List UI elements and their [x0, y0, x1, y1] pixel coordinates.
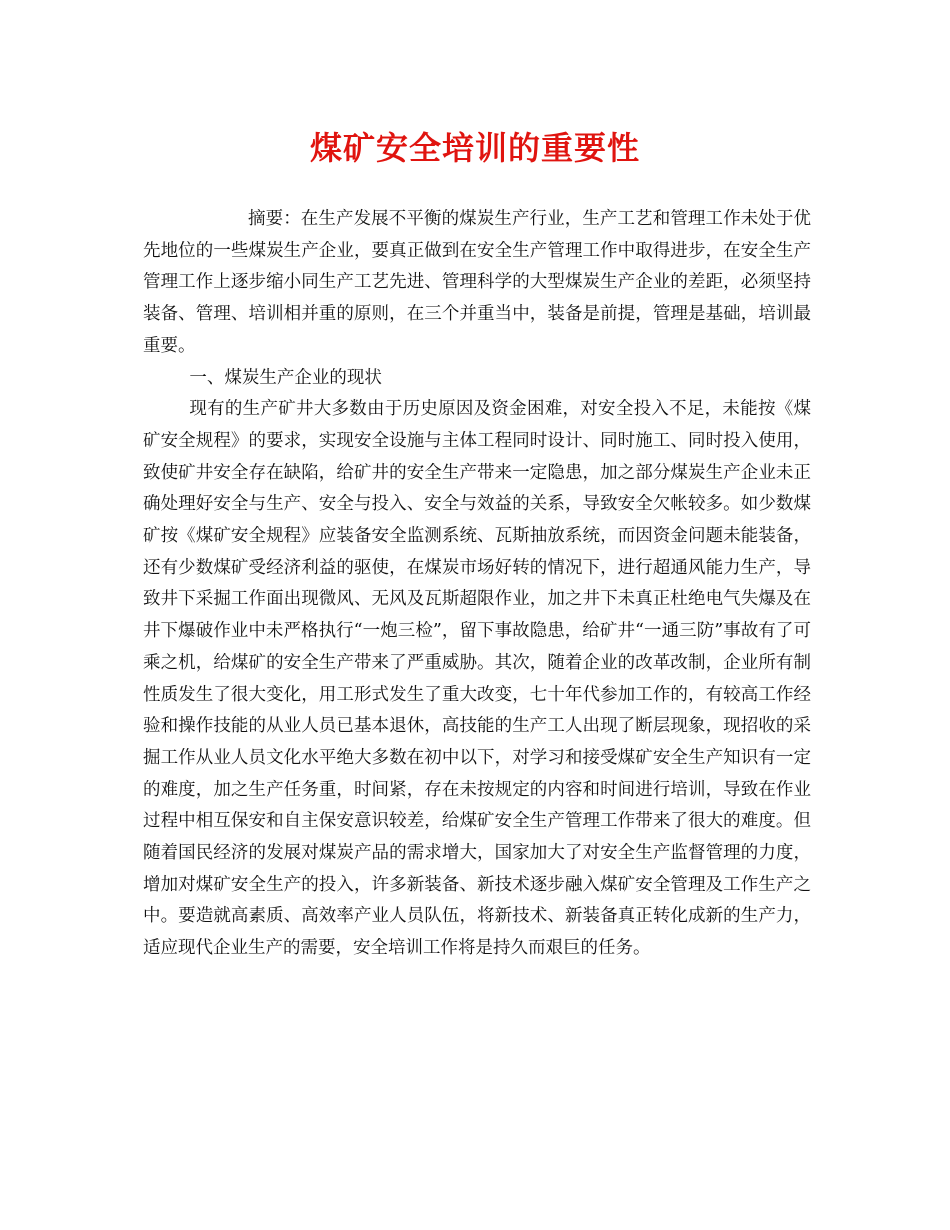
body-paragraph: 现有的生产矿井大多数由于历史原因及资金困难，对安全投入不足，未能按《煤矿安全规程》的要求，实现安全设施与主体工程同时设计、同时施工、同时投入使用，致使矿井安全存在缺陷，给矿井的安全生产带来一定隐患，加之部分煤炭生产企业未正确处理好安全与生产、安全与投入、安全与效益的关系，导致安全欠帐较多。如少数煤矿按《煤矿安全规程》应装备安全监测系统、瓦斯抽放系统，而因资金问题未能装备，还有少数煤矿受经济利益的驱使，在煤炭市场好转的情况下，进行超通风能力生产，导致井下采掘工作面出现微风、无风及瓦斯超限作业，加之井下未真正杜绝电气失爆及在井下爆破作业中未严格执行“一炮三检”，留下事故隐患，给矿井“一通三防”事故有了可乘之机，给煤矿的安全生产带来了严重威胁。其次，随着企业的改革改制，企业所有制性质发生了很大变化，用工形式发生了重大改变，七十年代参加工作的，有较高工作经验和操作技能的从业人员已基本退休，高技能的生产工人出现了断层现象，现招收的采掘工作从业人员文化水平绝大多数在初中以下，对学习和接受煤矿安全生产知识有一定的难度，加之生产任务重，时间紧，存在未按规定的内容和时间进行培训，导致在作业过程中相互保安和自主保安意识较差，给煤矿安全生产管理工作带来了很大的难度。但随着国民经济的发展对煤炭产品的需求增大，国家加大了对安全生产监督管理的力度，增加对煤矿安全生产的投入，许多新装备、新技术逐步融入煤矿安全管理及工作生产之中。要造就高素质、高效率产业人员队伍，将新技术、新装备真正转化成新的生产力，适应现代企业生产的需要，安全培训工作将是持久而艰巨的任务。	[143, 399, 811, 959]
section-heading: 一、煤炭生产企业的现状	[189, 367, 382, 388]
document-body	[143, 204, 811, 965]
abstract-paragraph: 摘要：在生产发展不平衡的煤炭生产行业，生产工艺和管理工作未处于优先地位的一些煤炭生产企业，要真正做到在安全生产管理工作中取得进步，在安全生产管理工作上逐步缩小同生产工艺先进、管理科学的大型煤炭生产企业的差距，必须坚持装备、管理、培训相并重的原则，在三个并重当中，装备是前提，管理是基础，培训最重要。	[143, 209, 811, 356]
document-title: 煤矿安全培训的重要性	[309, 129, 640, 167]
